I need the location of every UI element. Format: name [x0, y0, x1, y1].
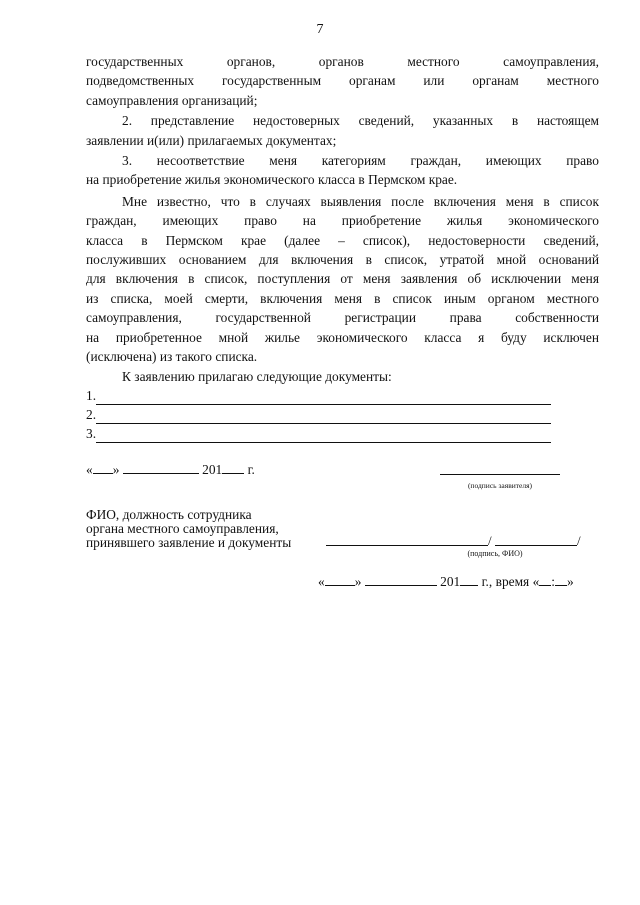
text-line: на приобретение жилья экономического класса в Пермском крае.: [86, 172, 458, 188]
month-field[interactable]: [365, 573, 437, 586]
paragraph-3: [86, 151, 599, 190]
text-line: граждан, имеющих право на приобретение жилья экономического: [86, 213, 599, 229]
document-row-1: [86, 386, 599, 405]
slash: /: [577, 533, 581, 548]
text-line: подведомственных государственным органам или органам местного: [86, 73, 599, 89]
text-line: послуживших основанием для включения в список, утратой мной оснований: [86, 252, 599, 268]
text-line: на приобретенное мной жилье экономического класса я буду исключен: [86, 329, 599, 345]
applicant-signature-caption: (подпись заявителя): [467, 481, 533, 490]
staff-label-line: органа местного самоуправления,: [86, 521, 279, 536]
text-line: заявлении и(или) прилагаемых документах;: [86, 132, 337, 148]
applicant-date: [86, 461, 255, 478]
day-field[interactable]: [93, 461, 113, 474]
text-line: Мне известно, что в случаях выявления после включения меня в список: [122, 193, 599, 209]
year-prefix: 201: [440, 574, 461, 589]
time-label: время «: [495, 574, 540, 589]
document-number: 1.: [86, 387, 97, 403]
year-suffix: г.: [247, 462, 255, 477]
staff-label-line: ФИО, должность сотрудника: [86, 507, 252, 522]
document-row-2: [86, 405, 599, 424]
text-line: государственных органов, органов местного самоуправления,: [86, 54, 599, 69]
time-separator: :: [551, 574, 555, 589]
staff-label: [86, 508, 291, 550]
text-line: из списка, моей смерти, включения меня в список иным органом местного: [86, 290, 599, 306]
document-number: 3.: [86, 425, 97, 441]
close-quote: »: [112, 462, 120, 477]
applicant-signature-field[interactable]: [440, 474, 560, 475]
paragraph-1: [86, 52, 599, 110]
documents-list: [86, 386, 599, 443]
slash: /: [488, 533, 492, 548]
staff-signature-field[interactable]: [326, 545, 488, 546]
documents-intro: К заявлению прилагаю следующие документы:: [122, 368, 392, 384]
year-field[interactable]: [460, 573, 478, 586]
day-field[interactable]: [325, 573, 355, 586]
year-field[interactable]: [222, 461, 244, 474]
month-field[interactable]: [123, 461, 199, 474]
document-field-3[interactable]: [96, 429, 551, 443]
text-line: 3. несоответствие меня категориям граждан, имеющих право: [122, 153, 599, 169]
paragraph-2: [86, 111, 599, 150]
time-close: »: [567, 574, 574, 589]
text-line: 2. представление недостоверных сведений, указанных в настоящем: [122, 113, 599, 129]
close-quote: »: [354, 574, 362, 589]
document-number: 2.: [86, 406, 97, 422]
open-quote: «: [86, 462, 93, 477]
year-prefix: 201: [202, 462, 223, 477]
staff-name-field[interactable]: [495, 545, 577, 546]
text-line: (исключена) из такого списка.: [86, 349, 258, 365]
text-line: для включения в список, поступления от меня заявления об исключении меня: [86, 271, 599, 287]
document-body: [86, 52, 599, 443]
acceptance-date: [318, 573, 574, 590]
staff-label-line: принявшего заявление и документы: [86, 535, 292, 550]
open-quote: «: [318, 574, 325, 589]
paragraph-4: [86, 192, 599, 367]
page-number: 7: [316, 22, 324, 37]
minute-field[interactable]: [555, 573, 567, 586]
year-suffix: г.,: [481, 574, 493, 589]
document-field-1[interactable]: [96, 391, 551, 405]
document-field-2[interactable]: [96, 410, 551, 424]
text-line: самоуправления организаций;: [86, 92, 258, 108]
staff-signature-caption: (подпись, ФИО): [467, 549, 523, 558]
hour-field[interactable]: [539, 573, 551, 586]
document-row-3: [86, 424, 599, 443]
text-line: самоуправления, государственной регистрации права собственности: [86, 310, 599, 326]
staff-signature: [320, 533, 582, 548]
text-line: класса в Пермском крае (далее – список), недостоверности сведений,: [86, 232, 599, 248]
